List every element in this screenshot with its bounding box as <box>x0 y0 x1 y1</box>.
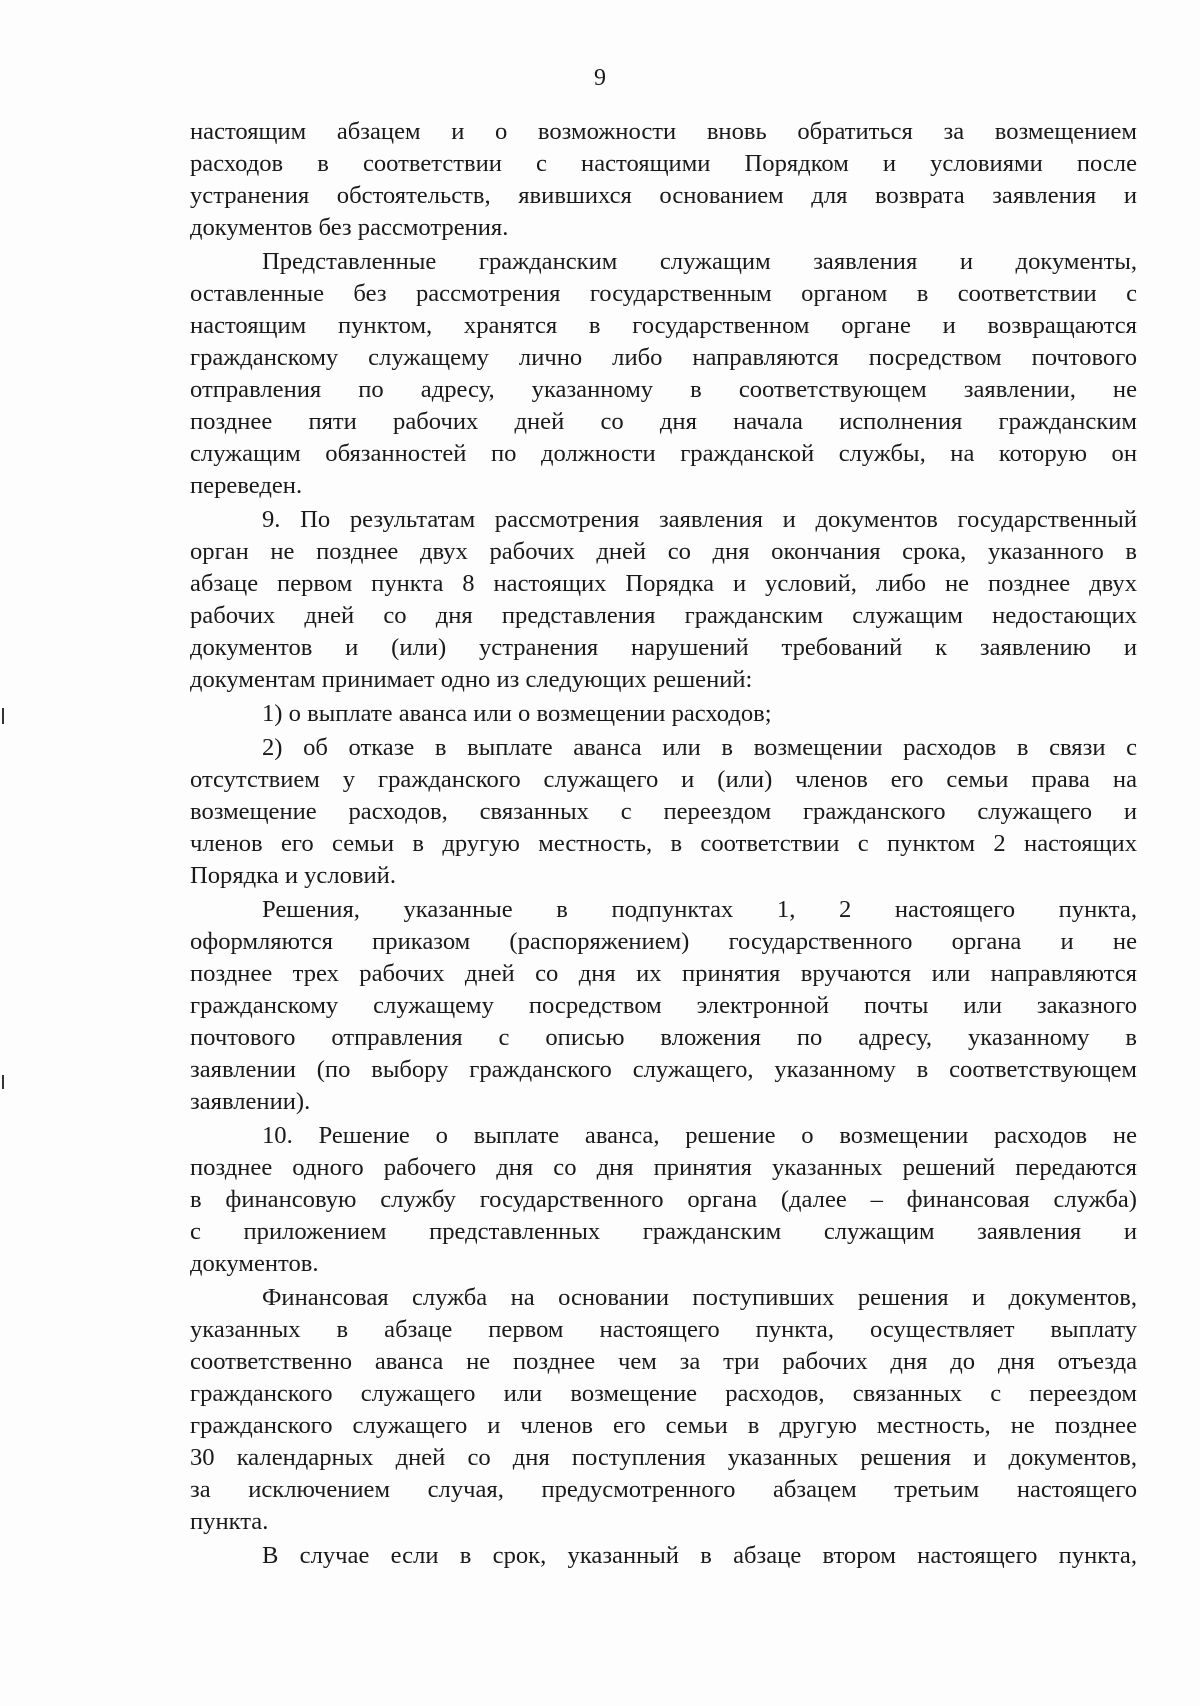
text-line: позднее трех рабочих дней со дня их принятия вручаются или направляются <box>190 960 1137 987</box>
text-line: документов без рассмотрения. <box>190 214 509 241</box>
text-line: переведен. <box>190 472 303 499</box>
text-line: заявлении (по выбору гражданского служащего, указанному в соответствующем <box>190 1056 1137 1083</box>
text-line: заявлении). <box>190 1088 311 1115</box>
text-line: гражданского служащего или возмещение расходов, связанных с переездом <box>190 1380 1137 1407</box>
text-line: 10. Решение о выплате аванса, решение о возмещении расходов не <box>262 1122 1137 1149</box>
text-line: гражданского служащего и членов его семьи в другую местность, не позднее <box>190 1412 1137 1439</box>
text-line: Решения, указанные в подпунктах 1, 2 настоящего пункта, <box>262 896 1137 923</box>
text-line: 1) о выплате аванса или о возмещении расходов; <box>262 700 772 727</box>
text-line: документов. <box>190 1250 319 1277</box>
text-line: В случае если в срок, указанный в абзаце втором настоящего пункта, <box>262 1542 1137 1569</box>
text-line: настоящим абзацем и о возможности вновь обратиться за возмещением <box>190 118 1137 145</box>
text-line: настоящим пунктом, хранятся в государственном органе и возвращаются <box>190 312 1137 339</box>
text-line: Порядка и условий. <box>190 862 396 889</box>
page-number: 9 <box>594 65 606 91</box>
text-line: пункта. <box>190 1508 269 1535</box>
text-line: за исключением случая, предусмотренного абзацем третьим настоящего <box>190 1476 1137 1503</box>
text-line: расходов в соответствии с настоящими Порядком и условиями после <box>190 150 1137 177</box>
text-line: оформляются приказом (распоряжением) государственного органа и не <box>190 928 1137 955</box>
scan-mark <box>2 708 4 724</box>
text-line: Финансовая служба на основании поступивших решения и документов, <box>262 1284 1137 1311</box>
text-line: с приложением представленных гражданским служащим заявления и <box>190 1218 1137 1245</box>
text-line: позднее пяти рабочих дней со дня начала исполнения гражданским <box>190 408 1137 435</box>
text-line: орган не позднее двух рабочих дней со дня окончания срока, указанного в <box>190 538 1137 565</box>
text-line: 2) об отказе в выплате аванса или в возмещении расходов в связи с <box>262 734 1137 761</box>
text-line: служащим обязанностей по должности гражданской службы, на которую он <box>190 440 1137 467</box>
text-line: гражданскому служащему посредством электронной почты или заказного <box>190 992 1137 1019</box>
scan-mark <box>2 1075 4 1089</box>
text-line: гражданскому служащему лично либо направляются посредством почтового <box>190 344 1137 371</box>
text-line: оставленные без рассмотрения государственным органом в соответствии с <box>190 280 1137 307</box>
text-line: указанных в абзаце первом настоящего пункта, осуществляет выплату <box>190 1316 1137 1343</box>
text-line: 9. По результатам рассмотрения заявления и документов государственный <box>262 506 1137 533</box>
text-line: рабочих дней со дня представления гражданским служащим недостающих <box>190 602 1137 629</box>
text-line: 30 календарных дней со дня поступления указанных решения и документов, <box>190 1444 1137 1471</box>
text-line: документам принимает одно из следующих решений: <box>190 666 753 693</box>
text-line: Представленные гражданским служащим заявления и документы, <box>262 248 1137 275</box>
text-line: членов его семьи в другую местность, в соответствии с пунктом 2 настоящих <box>190 830 1137 857</box>
text-line: соответственно аванса не позднее чем за три рабочих дня до дня отъезда <box>190 1348 1137 1375</box>
text-line: в финансовую службу государственного органа (далее – финансовая служба) <box>190 1186 1137 1213</box>
text-line: отсутствием у гражданского служащего и (или) членов его семьи права на <box>190 766 1137 793</box>
text-line: позднее одного рабочего дня со дня принятия указанных решений передаются <box>190 1154 1137 1181</box>
text-line: устранения обстоятельств, явившихся основанием для возврата заявления и <box>190 182 1137 209</box>
text-line: почтового отправления с описью вложения по адресу, указанному в <box>190 1024 1137 1051</box>
text-line: возмещение расходов, связанных с переездом гражданского служащего и <box>190 798 1137 825</box>
text-line: документов и (или) устранения нарушений требований к заявлению и <box>190 634 1137 661</box>
text-line: отправления по адресу, указанному в соответствующем заявлении, не <box>190 376 1137 403</box>
text-line: абзаце первом пункта 8 настоящих Порядка и условий, либо не позднее двух <box>190 570 1137 597</box>
